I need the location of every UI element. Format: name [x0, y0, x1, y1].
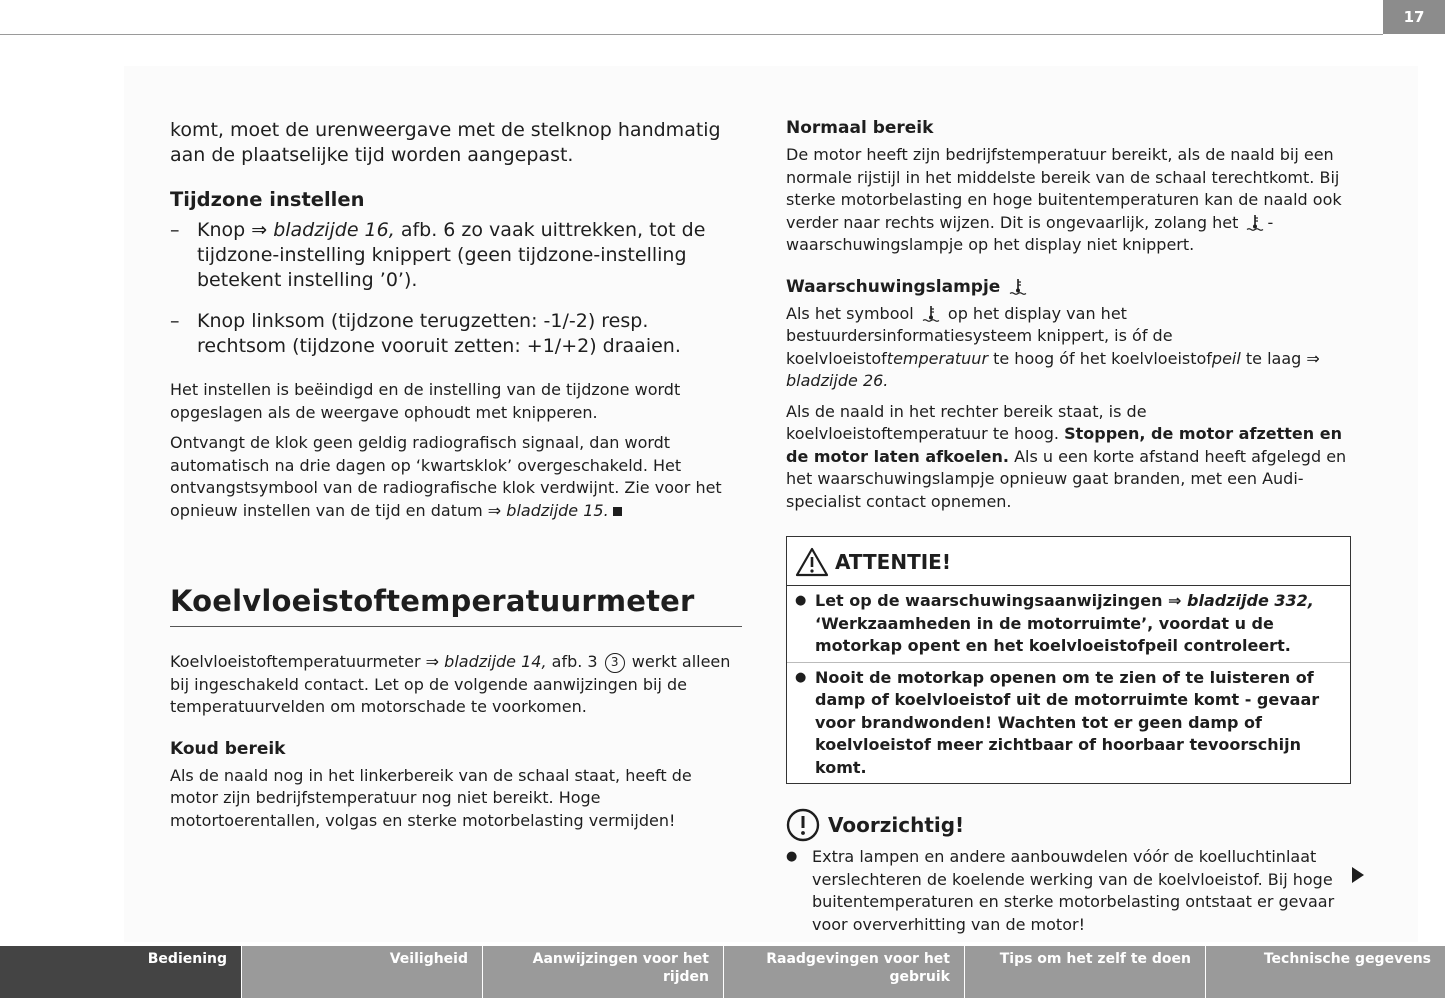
tab-veiligheid[interactable]: Veiligheid: [241, 946, 482, 998]
page-ref-26[interactable]: bladzijde 26.: [786, 371, 889, 390]
timezone-steps: [170, 218, 742, 359]
warning-triangle-icon: [795, 547, 829, 577]
warning-lamp-heading: Waarschuwingslampje: [786, 277, 1352, 297]
caution-header: [786, 808, 1352, 842]
attention-item-1: ● Let op de waarschuwingsaanwijzingen ⇒ bladzijde 332, ‘Werkzaamheden in de motorruimte’, voordat u de motorkap opent en het koelvloeistofpeil controleert.: [787, 586, 1350, 662]
page-ref-332[interactable]: bladzijde 332,: [1187, 591, 1314, 610]
timezone-step-1: – Knop ⇒ bladzijde 16, afb. 6 zo vaak uittrekken, tot de tijdzone-instelling knippert (geen tijdzone-instelling betekent instelling ’0’).: [170, 218, 742, 293]
normal-range-text: De motor heeft zijn bedrijfstemperatuur bereikt, als de naald bij een normale rijstijl in het middelste bereik van de schaal terechtkomt. Bij sterke motorbelasting en hoge buitentemperaturen kan de naald ook verder naar rechts wijzen. Dit is ongevaarlijk, zolang het -waarschuwingslampje op het display niet knippert.: [786, 145, 1342, 254]
tab-bediening[interactable]: Bediening: [0, 946, 241, 998]
cold-range-text: Als de naald nog in het linkerbereik van de schaal staat, heeft de motor zijn bedrijfstemperatuur nog niet bereikt. Hoge motortoerentallen, volgas en sterke motorbelasting vermijden!: [170, 765, 692, 830]
attention-item-2: ● Nooit de motorkap openen om te zien of te luisteren of damp of koelvloeistof uit de motorruimte komt - gevaar voor brandwonden! Wachten tot er geen damp of koelvloeistof meer zichtbaar of hoorbaar tevoorschijn komt.: [787, 662, 1350, 784]
tab-aanwijzingen-rijden[interactable]: Aanwijzingen voor het rijden: [482, 946, 723, 998]
normal-range-heading: Normaal bereik: [786, 118, 934, 138]
caution-item: ● Extra lampen en andere aanbouwdelen vóór de koelluchtinlaat verslechteren de koelende werking van de koelvloeistof. Bij hoge buitentemperaturen en sterke motorbelasting ontstaat er gevaar voor oververhitting van de motor!: [786, 846, 1352, 936]
header-rule: [0, 34, 1383, 35]
next-page-arrow-icon[interactable]: [1351, 866, 1365, 884]
warning-lamp-text-1: Als het symbool op het display van het bestuurdersinformatiesysteem knippert, is óf de koelvloeistoftemperatuur te hoog óf het koelvloeistofpeil te laag ⇒ bladzijde 26.: [786, 303, 1320, 390]
timezone-heading: Tijdzone instellen: [170, 188, 365, 211]
page-number: 17: [1383, 0, 1445, 34]
attention-header: [787, 537, 1350, 586]
page-ref-16[interactable]: bladzijde 16,: [273, 219, 395, 241]
paragraph-finish: Het instellen is beëindigd en de instelling van de tijdzone wordt opgeslagen als de weergave ophoudt met knipperen.: [170, 380, 681, 422]
tab-raadgevingen-gebruik[interactable]: Raadgevingen voor het gebruik: [723, 946, 964, 998]
tab-technische-gegevens[interactable]: Technische gegevens: [1205, 946, 1445, 998]
intro-text: komt, moet de urenweergave met de stelknop handmatig aan de plaatselijke tijd worden aangepast.: [170, 119, 721, 166]
section-title: Koelvloeistoftemperatuurmeter: [170, 584, 742, 627]
paragraph-gauge: Koelvloeistoftemperatuurmeter ⇒ bladzijde 14, afb. 3 3 werkt alleen bij ingeschakeld contact. Let op de volgende aanwijzingen bij de temperatuurvelden om motorschade te voorkomen.: [170, 652, 731, 716]
coolant-temperature-icon: [1009, 278, 1027, 296]
paragraph-radio-signal: Ontvangt de klok geen geldig radiografisch signaal, dan wordt automatisch na drie dagen op ‘kwartsklok’ overgeschakeld. Het ontvangstsymbool van de radiografische klok verdwijnt. Zie voor het opnieuw instellen van de tijd en datum ⇒ bladzijde 15.: [170, 433, 722, 520]
tab-tips-zelf-doen[interactable]: Tips om het zelf te doen: [964, 946, 1205, 998]
warning-lamp-text-2: Als de naald in het rechter bereik staat, is de koelvloeistoftemperatuur te hoog. Stoppen, de motor afzetten en de motor laten afkoelen. Als u een korte afstand heeft afgelegd en het waarschuwingslampje opnieuw gaat branden, met een Audi-specialist contact opnemen.: [786, 401, 1347, 511]
chapter-tabs: [0, 946, 1445, 998]
caution-title: Voorzichtig!: [828, 813, 965, 837]
callout-number-icon: 3: [605, 653, 625, 673]
coolant-temperature-icon: [1246, 214, 1264, 232]
cold-range-heading: Koud bereik: [170, 738, 286, 759]
right-column: [786, 118, 1352, 936]
page-ref-15[interactable]: bladzijde 15.: [506, 500, 609, 520]
attention-box: [786, 536, 1351, 784]
left-column: [170, 118, 742, 840]
caution-circle-icon: [786, 808, 820, 842]
end-marker-icon: [613, 507, 622, 516]
page-ref-14[interactable]: bladzijde 14,: [444, 652, 547, 671]
attention-title: ATTENTIE!: [835, 550, 951, 574]
timezone-step-2: – Knop linksom (tijdzone terugzetten: -1/-2) resp. rechtsom (tijdzone vooruit zetten: +1/+2) draaien.: [170, 309, 742, 359]
coolant-temperature-icon: [922, 305, 940, 323]
